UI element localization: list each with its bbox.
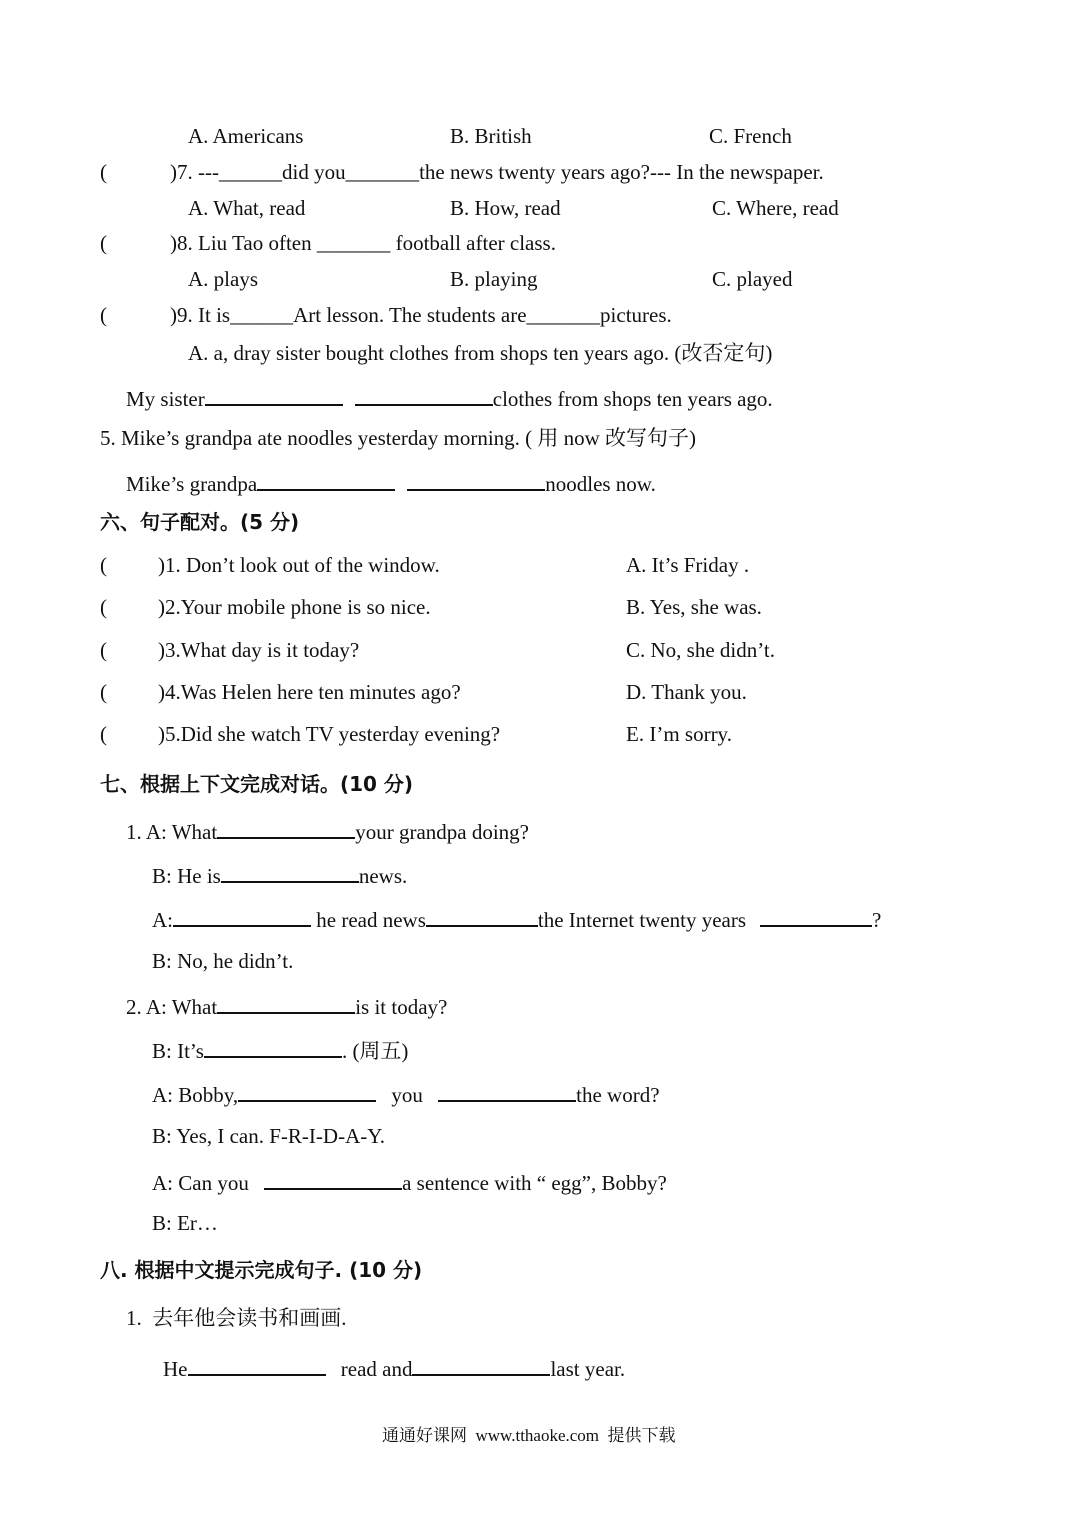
dialogue-line [152, 1082, 660, 1106]
answer-paren: ( [100, 553, 107, 577]
match-answer: E. I’m sorry. [626, 722, 732, 746]
dialogue-text: 2. A: What [126, 995, 218, 1019]
question-9: )9. It is______Art lesson. The students are_______pictures. [170, 303, 672, 327]
option-c: C. French [709, 124, 792, 148]
answer-blank[interactable] [355, 386, 493, 406]
option-a: A. What, read [188, 196, 306, 220]
option-a: A. plays [188, 267, 258, 291]
dialogue-line: B: Er… [152, 1211, 218, 1235]
answer-blank[interactable] [264, 1170, 402, 1190]
match-item: )2.Your mobile phone is so nice. [158, 595, 431, 619]
answer-blank[interactable] [760, 907, 872, 927]
dialogue-text: A: [152, 908, 173, 932]
answer-blank[interactable] [407, 471, 545, 491]
question-text: the news twenty years ago?--- In the newspaper. [419, 160, 824, 184]
question-blank: _______ [345, 160, 420, 184]
match-answer: D. Thank you. [626, 680, 747, 704]
answer-text: last year. [550, 1357, 626, 1381]
question-8: )8. Liu Tao often _______ football after class. [170, 231, 556, 255]
dialogue-line [152, 863, 407, 887]
rewrite-answer-line [126, 386, 773, 410]
section-title: 八. 根据中文提示完成句子. (10 分) [100, 1258, 423, 1282]
answer-blank[interactable] [205, 386, 343, 406]
answer-paren: ( [100, 680, 107, 704]
dialogue-line: B: No, he didn’t. [152, 949, 294, 973]
match-item: )5.Did she watch TV yesterday evening? [158, 722, 501, 746]
dialogue-text: 1. A: What [126, 820, 218, 844]
dialogue-text: he read news [311, 908, 426, 932]
match-answer: B. Yes, she was. [626, 595, 762, 619]
dialogue-line [126, 994, 447, 1018]
rewrite-prefix: Mike’s grandpa [126, 472, 258, 496]
chinese-prompt: 1. 去年他会读书和画画. [126, 1306, 347, 1330]
answer-paren: ( [100, 638, 107, 662]
match-item: )1. Don’t look out of the window. [158, 553, 440, 577]
answer-paren: ( [100, 160, 107, 184]
option-b: B. playing [450, 267, 538, 291]
match-item: )3.What day is it today? [158, 638, 360, 662]
answer-blank[interactable] [217, 819, 355, 839]
answer-paren: ( [100, 231, 107, 255]
section-title: 六、句子配对。(5 分) [100, 510, 300, 534]
rewrite-suffix: clothes from shops ten years ago. [492, 387, 773, 411]
dialogue-text: the Internet twenty years [537, 908, 747, 932]
rewrite-prefix: My sister [126, 387, 205, 411]
answer-blank[interactable] [438, 1082, 576, 1102]
dialogue-text: ? [872, 908, 882, 932]
answer-blank[interactable] [221, 863, 359, 883]
dialogue-text: your grandpa doing? [355, 820, 529, 844]
option-b: B. British [450, 124, 532, 148]
answer-text: read and [335, 1357, 413, 1381]
rewrite-question-5: 5. Mike’s grandpa ate noodles yesterday morning. ( 用 now 改写句子) [100, 426, 697, 450]
dialogue-text: . (周五) [341, 1039, 409, 1063]
match-answer: A. It’s Friday . [626, 553, 750, 577]
question-7 [170, 162, 824, 183]
dialogue-text: you [386, 1083, 429, 1107]
answer-paren: ( [100, 722, 107, 746]
dialogue-text: B: It’s [152, 1039, 204, 1063]
answer-blank[interactable] [238, 1082, 376, 1102]
rewrite-answer-line [126, 471, 656, 495]
page-footer: 通通好课网 www.tthaoke.com 提供下载 [382, 1426, 676, 1445]
option-c: C. played [712, 267, 793, 291]
dialogue-text: the word? [576, 1083, 660, 1107]
section-title: 七、根据上下文完成对话。(10 分) [100, 772, 414, 796]
question-text: )7. --- [170, 160, 219, 184]
dialogue-text: A: Can you [152, 1171, 255, 1195]
option-c: C. Where, read [712, 196, 839, 220]
answer-blank[interactable] [173, 907, 311, 927]
dialogue-line: B: Yes, I can. F-R-I-D-A-Y. [152, 1124, 385, 1148]
answer-blank[interactable] [426, 907, 538, 927]
dialogue-line [152, 1170, 667, 1194]
answer-line [163, 1356, 625, 1380]
answer-blank[interactable] [217, 994, 355, 1014]
option-a: A. Americans [188, 124, 304, 148]
option-b: B. How, read [450, 196, 561, 220]
dialogue-line [152, 907, 881, 931]
dialogue-line [126, 819, 529, 843]
question-blank: ______ [218, 160, 282, 184]
dialogue-text: a sentence with “ egg”, Bobby? [402, 1171, 667, 1195]
dialogue-text: B: He is [152, 864, 221, 888]
question-9-line2: A. a, dray sister bought clothes from shops ten years ago. (改否定句) [188, 341, 773, 365]
dialogue-text: is it today? [355, 995, 448, 1019]
answer-paren: ( [100, 595, 107, 619]
answer-blank[interactable] [412, 1356, 550, 1376]
answer-blank[interactable] [188, 1356, 326, 1376]
rewrite-suffix: noodles now. [545, 472, 656, 496]
dialogue-line [152, 1038, 408, 1062]
answer-blank[interactable] [257, 471, 395, 491]
answer-text: He [163, 1357, 188, 1381]
dialogue-text: news. [358, 864, 408, 888]
dialogue-text: A: Bobby, [152, 1083, 239, 1107]
match-answer: C. No, she didn’t. [626, 638, 775, 662]
question-text: did you [281, 160, 346, 184]
match-item: )4.Was Helen here ten minutes ago? [158, 680, 461, 704]
answer-blank[interactable] [204, 1038, 342, 1058]
answer-paren: ( [100, 303, 107, 327]
